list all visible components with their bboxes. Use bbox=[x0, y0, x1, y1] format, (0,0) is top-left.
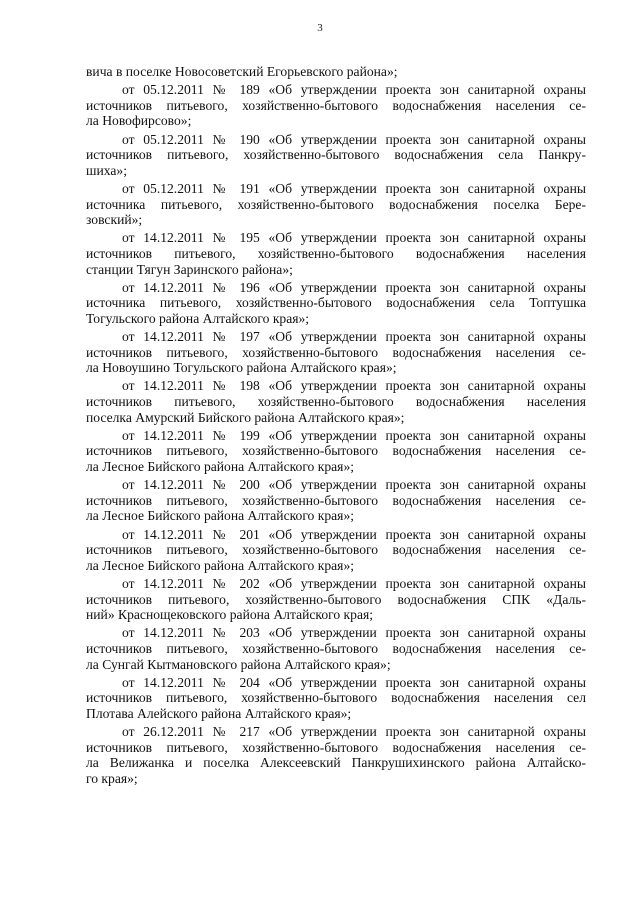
text-line: источников питьевого, хозяйственно-бытового водоснабжения населения сел bbox=[86, 690, 586, 706]
resolution-entry bbox=[86, 64, 586, 80]
resolution-entry bbox=[86, 724, 586, 786]
text-line: от 26.12.2011 № 217 «Об утверждении проекта зон санитарной охраны bbox=[122, 724, 586, 740]
text-line: ла Лесное Бийского района Алтайского края»; bbox=[86, 459, 355, 474]
text-line: источников питьевого, хозяйственно-бытового водоснабжения населения се- bbox=[86, 97, 586, 113]
resolution-entry bbox=[86, 378, 586, 425]
text-line: источников питьевого, хозяйственно-бытового водоснабжения населения се- bbox=[86, 739, 586, 755]
text-line: от 05.12.2011 № 191 «Об утверждении проекта зон санитарной охраны bbox=[122, 180, 586, 196]
text-line: поселка Амурский Бийского района Алтайского края»; bbox=[86, 409, 405, 425]
resolution-entry bbox=[86, 477, 586, 524]
text-line: Плотава Алейского района Алтайского края»; bbox=[86, 705, 352, 721]
text-line: от 14.12.2011 № 202 «Об утверждении проекта зон санитарной охраны bbox=[122, 575, 586, 591]
text-line: ла Сунгай Кытмановского района Алтайского края»; bbox=[86, 656, 391, 672]
text-line: от 14.12.2011 № 198 «Об утверждении проекта зон санитарной охраны bbox=[122, 378, 586, 394]
text-line: ла Новоушино Тогульского района Алтайского края»; bbox=[86, 360, 397, 376]
text-line: от 14.12.2011 № 199 «Об утверждении проекта зон санитарной охраны bbox=[122, 427, 586, 443]
text-line: источника питьевого, хозяйственно-бытового водоснабжения поселка Бере- bbox=[86, 196, 586, 212]
resolution-entry bbox=[86, 428, 586, 475]
text-line: ла Велижанка и поселка Алексеевский Панкрушихинского района Алтайско- bbox=[86, 755, 586, 771]
resolution-entry bbox=[86, 625, 586, 672]
text-line: от 05.12.2011 № 189 «Об утверждении проекта зон санитарной охраны bbox=[122, 82, 586, 98]
resolution-entry bbox=[86, 82, 586, 129]
resolution-entry bbox=[86, 329, 586, 376]
resolution-entry bbox=[86, 675, 586, 722]
resolution-entry bbox=[86, 132, 586, 179]
text-line: источников питьевого, хозяйственно-бытового водоснабжения населения се- bbox=[86, 344, 586, 360]
text-line: источников питьевого, хозяйственно-бытового водоснабжения населения bbox=[86, 394, 586, 410]
text-line: шиха»; bbox=[86, 162, 127, 178]
resolution-entry bbox=[86, 527, 586, 574]
text-line: источников питьевого, хозяйственно-бытового водоснабжения населения се- bbox=[86, 542, 586, 558]
text-line: от 14.12.2011 № 197 «Об утверждении проекта зон санитарной охраны bbox=[122, 329, 586, 345]
text-line: источника питьевого, хозяйственно-бытового водоснабжения села Топтушка bbox=[86, 295, 586, 311]
text-line: ний» Краснощековского района Алтайского края; bbox=[86, 607, 374, 623]
resolution-entry bbox=[86, 576, 586, 623]
text-line: зовский»; bbox=[86, 212, 143, 228]
text-line: источников питьевого, хозяйственно-бытового водоснабжения села Панкру- bbox=[86, 147, 586, 163]
resolution-entry bbox=[86, 230, 586, 277]
text-line: источников питьевого, хозяйственно-бытового водоснабжения населения bbox=[86, 245, 586, 261]
text-line: станции Тягун Заринского района»; bbox=[86, 261, 293, 277]
text-line: источников питьевого, хозяйственно-бытового водоснабжения СПК «Даль- bbox=[86, 591, 586, 607]
text-line: от 14.12.2011 № 204 «Об утверждении проекта зон санитарной охраны bbox=[122, 674, 586, 690]
text-line: от 05.12.2011 № 190 «Об утверждении проекта зон санитарной охраны bbox=[122, 131, 586, 147]
text-line: ла Лесное Бийского района Алтайского края»; bbox=[86, 557, 355, 573]
text-line: Тогульского района Алтайского края»; bbox=[86, 310, 310, 326]
text-line: источников питьевого, хозяйственно-бытового водоснабжения населения се- bbox=[86, 443, 586, 459]
text-line: ла Лесное Бийского района Алтайского края»; bbox=[86, 508, 355, 524]
text-line: от 14.12.2011 № 195 «Об утверждении проекта зон санитарной охраны bbox=[122, 230, 586, 246]
text-line: го края»; bbox=[86, 770, 138, 786]
text-line: вича в поселке Новосоветский Егорьевского района»; bbox=[86, 64, 398, 79]
text-line: ла Новофирсово»; bbox=[86, 113, 192, 129]
page-number: 3 bbox=[317, 22, 323, 34]
resolution-entry bbox=[86, 280, 586, 327]
text-line: от 14.12.2011 № 203 «Об утверждении проекта зон санитарной охраны bbox=[122, 625, 586, 641]
text-line: от 14.12.2011 № 201 «Об утверждении проекта зон санитарной охраны bbox=[122, 526, 586, 542]
text-line: источников питьевого, хозяйственно-бытового водоснабжения населения се- bbox=[86, 640, 586, 656]
text-line: источников питьевого, хозяйственно-бытового водоснабжения населения се- bbox=[86, 492, 586, 508]
resolution-entry bbox=[86, 181, 586, 228]
text-line: от 14.12.2011 № 196 «Об утверждении проекта зон санитарной охраны bbox=[122, 279, 586, 295]
document-body bbox=[86, 64, 586, 786]
text-line: от 14.12.2011 № 200 «Об утверждении проекта зон санитарной охраны bbox=[122, 477, 586, 493]
